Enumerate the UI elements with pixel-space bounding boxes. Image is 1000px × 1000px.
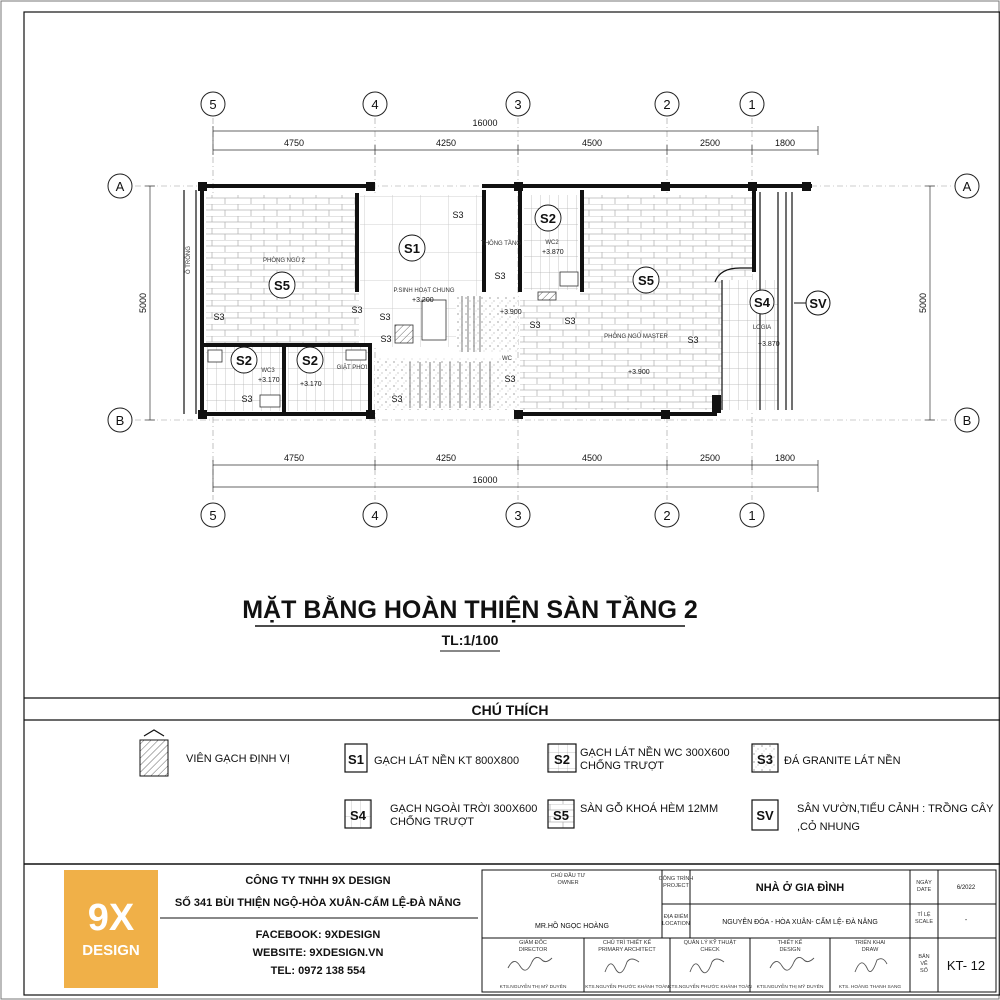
tag-s5-master: S5: [638, 273, 654, 288]
dim-span-5-bottom: 1800: [774, 453, 796, 463]
tag-s2-laundry: S2: [302, 353, 318, 368]
check-label-vi: QUẢN LÝ KỸ THUẬT: [683, 940, 737, 946]
legend-s2-text-2: CHỐNG TRƯỢT: [580, 760, 665, 772]
marker-swatch: [140, 740, 168, 776]
label-bedroom2: PHÒNG NGỦ 2: [262, 258, 306, 264]
grid-label-a-right: A: [962, 179, 972, 194]
project-name: NHÀ Ở GIA ĐÌNH: [755, 882, 845, 894]
grid-label-b-left: B: [115, 413, 125, 428]
legend-s1-tag: S1: [348, 752, 364, 767]
design-label-en: DESIGN: [779, 947, 801, 953]
legend-s5-tag: S5: [553, 808, 569, 823]
tag-s2-wc3: S2: [236, 353, 252, 368]
tag-s2-wc2: S2: [540, 211, 556, 226]
grid-label-2-bottom: 2: [663, 508, 671, 523]
sheet-number: KT- 12: [946, 958, 986, 973]
legend-s3-text: ĐÁ GRANITE LÁT NỀN: [784, 755, 901, 767]
dim-span-3-bottom: 4500: [581, 453, 603, 463]
grid-label-1-top: 1: [748, 97, 756, 112]
tag-s3-12: S3: [391, 394, 403, 404]
legend-heading: CHÚ THÍCH: [471, 702, 549, 718]
date-label-vi: NGÀY: [916, 880, 932, 886]
grid-label-5-top: 5: [209, 97, 217, 112]
grid-label-b-right: B: [962, 413, 972, 428]
label-light-well: Ô TRỐNG: [186, 246, 192, 274]
project-location: NGUYÊN ĐÓA - HÒA XUÂN- CẨM LỆ- ĐÀ NẴNG: [722, 919, 878, 926]
dim-depth-right: 5000: [918, 292, 928, 314]
architect-name: KTS.NGUYỄN PHƯỚC KHÁNH TOÀN: [585, 985, 669, 990]
location-label-en: LOCATION: [662, 921, 690, 927]
drawing-scale: TL:1/100: [441, 632, 499, 648]
date-label-en: DATE: [916, 887, 932, 893]
grid-label-1-bottom: 1: [748, 508, 756, 523]
check-name: KTS.NGUYỄN PHƯỚC KHÁNH TOÀN: [668, 985, 752, 990]
label-wc3: WC3: [261, 368, 275, 374]
bedroom2-floor: [206, 195, 359, 343]
tag-s3-8: S3: [564, 316, 576, 326]
label-void: THÔNG TẦNG: [481, 241, 521, 247]
director-label-vi: GIÁM ĐỐC: [519, 940, 547, 946]
draw-label-en: DRAW: [861, 947, 879, 953]
draw-label-vi: TRIỂN KHAI: [854, 940, 886, 946]
logo-top-text: 9X: [87, 897, 135, 939]
level-wc2: +3.870: [542, 249, 564, 256]
tag-s3-1: S3: [452, 210, 464, 220]
company-name: CÔNG TY TNHH 9X DESIGN: [245, 875, 391, 887]
tag-s3-7: S3: [529, 320, 541, 330]
drawing-title: MẶT BẰNG HOÀN THIỆN SÀN TẦNG 2: [242, 596, 698, 624]
legend-s1-text: GẠCH LÁT NỀN KT 800X800: [374, 755, 520, 767]
owner-label-vi: CHỦ ĐẦU TƯ: [550, 873, 586, 879]
dim-span-4-bottom: 2500: [699, 453, 721, 463]
owner-label-en: OWNER: [557, 880, 579, 886]
label-master: PHÒNG NGỦ MASTER: [604, 334, 668, 340]
legend-s4-text-2: CHỐNG TRƯỢT: [390, 816, 475, 828]
level-living: +3.200: [412, 297, 434, 304]
legend-sv-text-1: SÂN VƯỜN,TIỂU CẢNH : TRỒNG CÂY: [797, 803, 994, 815]
label-wc2: WC2: [545, 240, 559, 246]
level-laundry: +3.170: [300, 381, 322, 388]
location-label-vi: ĐỊA ĐIỂM: [663, 914, 689, 920]
director-label-en: DIRECTOR: [518, 947, 548, 953]
project-date: 6/2022: [956, 885, 976, 891]
level-wc3: +3.170: [258, 377, 280, 384]
project-scale: -: [964, 917, 968, 924]
legend-items: [140, 730, 994, 833]
level-landing: +3.900: [500, 309, 522, 316]
dim-total-top: 16000: [472, 118, 498, 128]
legend-s4-text-1: GẠCH NGOÀI TRỜI 300X600: [390, 803, 538, 815]
tag-s3-2: S3: [494, 271, 506, 281]
tag-s3-11: S3: [504, 374, 516, 384]
grid-label-5-bottom: 5: [209, 508, 217, 523]
company-website: WEBSITE: 9XDESIGN.VN: [252, 947, 384, 959]
dim-total-bottom: 16000: [472, 475, 498, 485]
grid-label-a-left: A: [115, 179, 125, 194]
legend-s2-tag: S2: [554, 752, 570, 767]
legend-s5-text: SÀN GỖ KHOÁ HÈM 12MM: [580, 803, 719, 815]
owner-name: MR.HỒ NGỌC HOÀNG: [535, 923, 609, 930]
dim-span-4-top: 2500: [699, 138, 721, 148]
dim-span-2-top: 4250: [435, 138, 457, 148]
label-loggia: LOGIA: [752, 325, 772, 331]
label-wc-small: WC: [502, 356, 512, 362]
dim-span-2-bottom: 4250: [435, 453, 457, 463]
sheet-label-1: BẢN: [918, 954, 930, 960]
bottom-dimensions: [213, 460, 818, 492]
legend-sv-tag: SV: [756, 808, 774, 823]
grid-label-3-top: 3: [514, 97, 522, 112]
dim-span-1-bottom: 4750: [283, 453, 305, 463]
label-living: P.SINH HOẠT CHUNG: [393, 288, 455, 294]
legend-marker-text: VIÊN GẠCH ĐỊNH VỊ: [186, 753, 290, 765]
tag-s3-9: S3: [687, 335, 699, 345]
company-address: SỐ 341 BÙI THIỆN NGỘ-HÒA XUÂN-CẨM LỆ-ĐÀ NẴNG: [174, 897, 462, 909]
dim-span-1-top: 4750: [283, 138, 305, 148]
architect-label-vi: CHỦ TRÌ THIẾT KẾ: [602, 940, 652, 946]
dim-span-5-top: 1800: [774, 138, 796, 148]
director-name: KTS.NGUYỄN THỊ MỸ DUYÊN: [499, 985, 567, 990]
legend-sv-text-2: ,CỎ NHUNG: [797, 821, 860, 833]
level-master: +3.900: [628, 369, 650, 376]
company-facebook: FACEBOOK: 9XDESIGN: [255, 929, 381, 941]
dim-span-3-top: 4500: [581, 138, 603, 148]
tag-s3-6: S3: [380, 334, 392, 344]
grid-label-3-bottom: 3: [514, 508, 522, 523]
architect-label-en: PRIMARY ARCHITECT: [598, 947, 656, 953]
tag-s5-bedroom: S5: [274, 278, 290, 293]
legend-s3-tag: S3: [757, 752, 773, 767]
sheet-label-2: VẼ: [920, 961, 928, 967]
stair-upper: [456, 296, 518, 352]
scale-label-en: SCALE: [914, 919, 934, 925]
grid-label-2-top: 2: [663, 97, 671, 112]
grid-label-4-bottom: 4: [371, 508, 379, 523]
project-label-en: PROJECT: [663, 883, 689, 889]
company-phone: TEL: 0972 138 554: [270, 965, 366, 977]
design-label-vi: THIẾT KẾ: [777, 940, 803, 946]
scale-label-vi: TỈ LỆ: [917, 912, 931, 918]
design-name: KTS.NGUYỄN THỊ MỸ DUYÊN: [756, 985, 824, 990]
tag-s3-3: S3: [213, 312, 225, 322]
logo-bottom-text: DESIGN: [82, 942, 140, 959]
dim-depth-left: 5000: [138, 292, 148, 314]
tag-sv-garden: SV: [809, 296, 827, 311]
tag-s1-living: S1: [404, 241, 420, 256]
legend-s2-text-1: GẠCH LÁT NỀN WC 300X600: [580, 747, 730, 759]
project-label-vi: CÔNG TRÌNH: [658, 876, 694, 882]
sheet-label-3: SỐ: [920, 968, 928, 974]
draw-name: KTS. HOÀNG THANH SANG: [838, 985, 902, 990]
check-label-en: CHECK: [700, 947, 720, 953]
grid-label-4-top: 4: [371, 97, 379, 112]
tag-s3-10: S3: [241, 394, 253, 404]
legend-s4-tag: S4: [350, 808, 366, 823]
label-laundry: GIẶT PHƠI: [336, 365, 368, 371]
level-loggia: +3.870: [758, 341, 780, 348]
floor-plan: [184, 182, 830, 419]
tag-s3-4: S3: [351, 305, 363, 315]
tag-s3-5: S3: [379, 312, 391, 322]
tag-s4-loggia: S4: [754, 295, 770, 310]
